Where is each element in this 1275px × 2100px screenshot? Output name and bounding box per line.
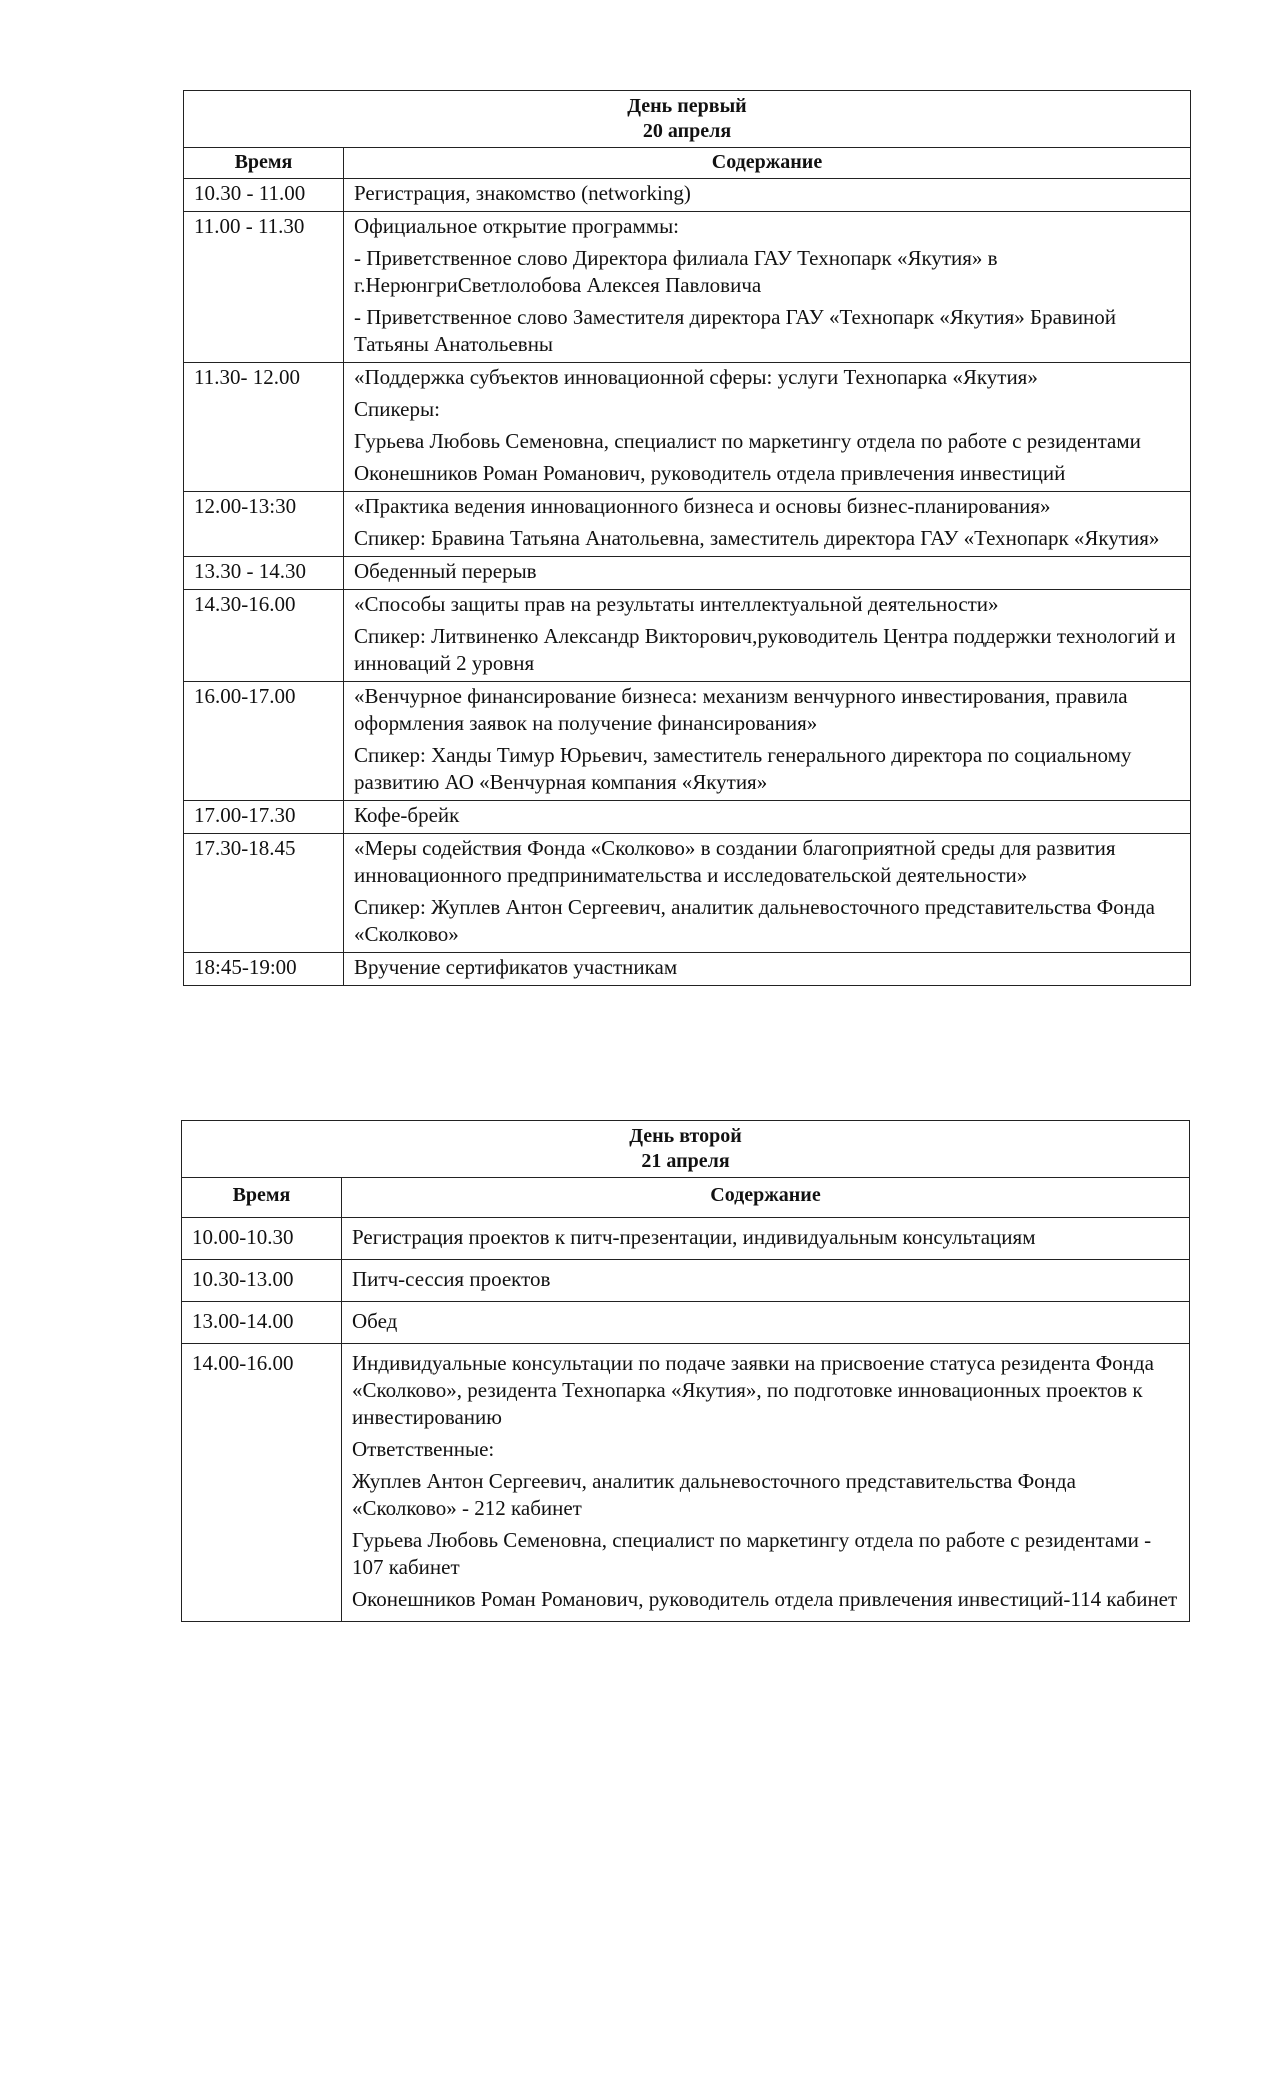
time-cell: 11.30- 12.00 <box>184 363 344 492</box>
time-cell: 14.00-16.00 <box>182 1344 342 1622</box>
time-cell: 16.00-17.00 <box>184 682 344 801</box>
content-line: Гурьева Любовь Семеновна, специалист по маркетингу отдела по работе с резидентами <box>354 429 1141 453</box>
content-cell <box>344 179 1191 212</box>
day1-schedule-table <box>183 90 1191 986</box>
content-cell <box>342 1302 1190 1344</box>
content-line: Спикер: Бравина Татьяна Анатольевна, заместитель директора ГАУ «Технопарк «Якутия» <box>354 526 1160 550</box>
content-line: Официальное открытие программы: <box>354 214 680 238</box>
content-line: «Практика ведения инновационного бизнеса и основы бизнес-планирования» <box>354 494 1051 518</box>
day1-date: 20 апреля <box>642 120 732 142</box>
day2-col-content-header: Содержание <box>342 1178 1190 1218</box>
time-cell: 13.30 - 14.30 <box>184 557 344 590</box>
day2-header-row <box>182 1121 1190 1178</box>
schedule-row <box>182 1344 1190 1622</box>
day1-col-time-header: Время <box>184 148 344 179</box>
content-line: - Приветственное слово Заместителя директора ГАУ «Технопарк «Якутия» Бравиной Татьяны Анатольевны <box>354 305 1117 356</box>
schedule-row <box>184 363 1191 492</box>
content-cell <box>344 682 1191 801</box>
day2-date: 21 апреля <box>641 1150 730 1172</box>
content-line: Спикеры: <box>354 397 440 421</box>
schedule-row <box>184 953 1191 986</box>
content-line: Регистрация проектов к питч-презентации, индивидуальным консультациям <box>352 1225 1036 1249</box>
schedule-row <box>184 492 1191 557</box>
content-line: Питч-сессия проектов <box>352 1267 551 1291</box>
content-line: Ответственные: <box>352 1437 495 1461</box>
content-line: «Способы защиты прав на результаты интеллектуальной деятельности» <box>354 592 999 616</box>
content-line: Обед <box>352 1309 398 1333</box>
time-cell: 18:45-19:00 <box>184 953 344 986</box>
content-cell <box>342 1344 1190 1622</box>
content-cell <box>344 953 1191 986</box>
day2-title: День второй <box>629 1125 742 1147</box>
day2-schedule-table <box>181 1120 1190 1622</box>
content-line: Оконешников Роман Романович, руководитель отдела привлечения инвестиций <box>354 461 1066 485</box>
time-cell: 11.00 - 11.30 <box>184 212 344 363</box>
content-line: Обеденный перерыв <box>354 559 537 583</box>
content-line: «Венчурное финансирование бизнеса: механизм венчурного инвестирования, правила оформления заявок на получение финансирования» <box>354 684 1128 735</box>
content-cell <box>344 363 1191 492</box>
schedule-row <box>184 212 1191 363</box>
day2-rows <box>182 1218 1190 1622</box>
schedule-row <box>182 1260 1190 1302</box>
schedule-row <box>184 801 1191 834</box>
schedule-row <box>184 557 1191 590</box>
content-line: Оконешников Роман Романович, руководитель отдела привлечения инвестиций-114 кабинет <box>352 1587 1178 1611</box>
content-cell <box>344 834 1191 953</box>
day2-heading <box>182 1121 1190 1178</box>
content-cell <box>344 801 1191 834</box>
day1-heading <box>184 91 1191 148</box>
content-line: «Поддержка субъектов инновационной сферы: услуги Технопарка «Якутия» <box>354 365 1038 389</box>
time-cell: 14.30-16.00 <box>184 590 344 682</box>
time-cell: 13.00-14.00 <box>182 1302 342 1344</box>
content-line: Вручение сертификатов участникам <box>354 955 678 979</box>
content-line: Спикер: Литвиненко Александр Викторович,руководитель Центра поддержки технологий и инноваций 2 уровня <box>354 624 1176 675</box>
time-cell: 10.30 - 11.00 <box>184 179 344 212</box>
content-line: Гурьева Любовь Семеновна, специалист по маркетингу отдела по работе с резидентами - 107 кабинет <box>352 1528 1152 1579</box>
content-cell <box>342 1218 1190 1260</box>
schedule-row <box>184 590 1191 682</box>
day1-header-row <box>184 91 1191 148</box>
content-line: Жуплев Антон Сергеевич, аналитик дальневосточного представительства Фонда «Сколково» - 212 кабинет <box>352 1469 1076 1520</box>
content-cell <box>344 492 1191 557</box>
day1-rows <box>184 179 1191 986</box>
content-line: Кофе-брейк <box>354 803 460 827</box>
day1-col-content-header: Содержание <box>344 148 1191 179</box>
content-cell <box>344 557 1191 590</box>
content-line: - Приветственное слово Директора филиала ГАУ Технопарк «Якутия» в г.НерюнгриСветлолобова Алексея Павловича <box>354 246 998 297</box>
content-cell <box>344 590 1191 682</box>
day1-column-headers <box>184 148 1191 179</box>
content-line: «Меры содействия Фонда «Сколково» в создании благоприятной среды для развития инновационного предпринимательства и исследовательской деятельности» <box>354 836 1116 887</box>
content-line: Регистрация, знакомство (networking) <box>354 181 691 205</box>
day2-col-time-header: Время <box>182 1178 342 1218</box>
day2-column-headers <box>182 1178 1190 1218</box>
content-line: Спикер: Ханды Тимур Юрьевич, заместитель генерального директора по социальному развитию АО «Венчурная компания «Якутия» <box>354 743 1132 794</box>
time-cell: 17.00-17.30 <box>184 801 344 834</box>
content-cell <box>342 1260 1190 1302</box>
content-cell <box>344 212 1191 363</box>
content-line: Спикер: Жуплев Антон Сергеевич, аналитик дальневосточного представительства Фонда «Сколково» <box>354 895 1155 946</box>
schedule-row <box>184 179 1191 212</box>
time-cell: 17.30-18.45 <box>184 834 344 953</box>
schedule-row <box>184 682 1191 801</box>
content-line: Индивидуальные консультации по подаче заявки на присвоение статуса резидента Фонда «Сколково», резидента Технопарка «Якутия», по подготовке инновационных проектов к инвестированию <box>352 1351 1154 1429</box>
schedule-row <box>184 834 1191 953</box>
schedule-row <box>182 1218 1190 1260</box>
schedule-row <box>182 1302 1190 1344</box>
time-cell: 10.00-10.30 <box>182 1218 342 1260</box>
day1-title: День первый <box>627 95 747 117</box>
time-cell: 12.00-13:30 <box>184 492 344 557</box>
time-cell: 10.30-13.00 <box>182 1260 342 1302</box>
